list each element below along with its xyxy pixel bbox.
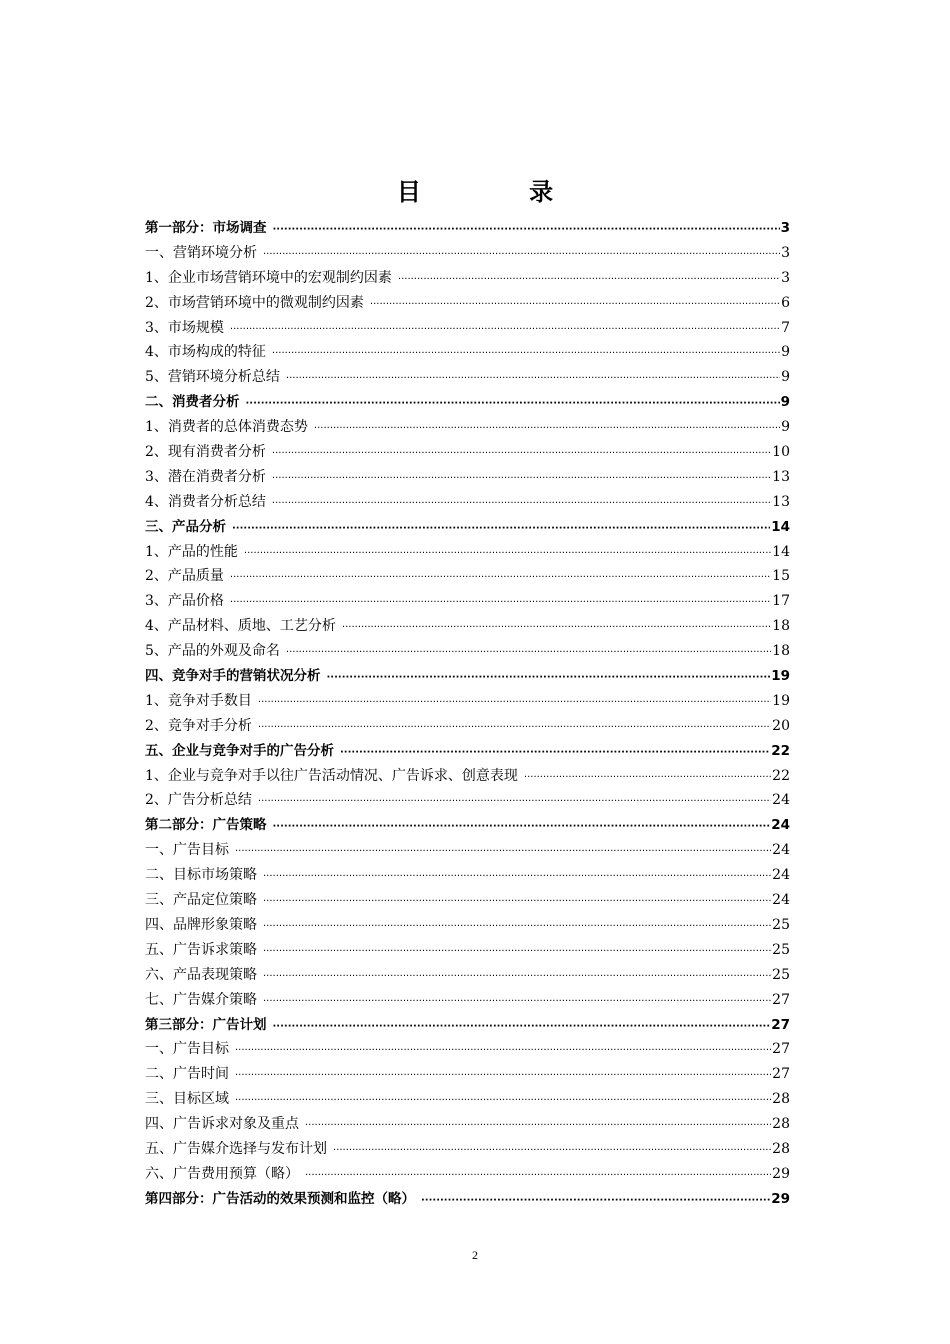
toc-subsection-entry[interactable] (145, 838, 790, 863)
toc-dot-leader (263, 915, 771, 938)
toc-entry-page-number: 25 (772, 941, 790, 958)
toc-subsection-entry[interactable] (145, 1062, 790, 1087)
toc-entry-page-number: 22 (772, 767, 790, 784)
toc-subsection-entry[interactable] (145, 340, 790, 365)
toc-subsection-entry[interactable] (145, 938, 790, 963)
toc-entry-label: 1、产品的性能 (145, 543, 238, 560)
toc-entry-page-number: 19 (772, 692, 790, 709)
toc-entry-page-number: 29 (771, 1190, 790, 1207)
toc-section-entry[interactable] (145, 739, 790, 764)
toc-subsection-entry[interactable] (145, 1137, 790, 1162)
toc-dot-leader (263, 990, 771, 1013)
toc-entry-page-number: 24 (772, 867, 790, 884)
toc-entry-label: 六、产品表现策略 (145, 966, 257, 983)
toc-entry-page-number: 24 (772, 842, 790, 859)
toc-entry-page-number: 24 (772, 892, 790, 909)
toc-entry-label: 三、产品定位策略 (145, 892, 257, 909)
toc-entry-page-number: 9 (780, 394, 790, 411)
toc-subsection-entry[interactable] (145, 1112, 790, 1137)
toc-entry-label: 四、广告诉求对象及重点 (145, 1116, 299, 1133)
toc-section-entry[interactable] (145, 664, 790, 689)
toc-section-entry[interactable] (145, 390, 790, 415)
toc-subsection-entry[interactable] (145, 316, 790, 341)
toc-entry-label: 五、广告媒介选择与发布计划 (145, 1140, 327, 1157)
toc-dot-leader (327, 666, 771, 689)
toc-subsection-entry[interactable] (145, 415, 790, 440)
toc-entry-label: 五、企业与竞争对手的广告分析 (145, 742, 334, 759)
toc-subsection-entry[interactable] (145, 888, 790, 913)
toc-subsection-entry[interactable] (145, 1037, 790, 1062)
toc-subsection-entry[interactable] (145, 614, 790, 639)
toc-entry-page-number: 6 (781, 294, 790, 311)
toc-subsection-entry[interactable] (145, 689, 790, 714)
toc-entry-page-number: 3 (781, 244, 790, 261)
toc-dot-leader (333, 1139, 771, 1162)
toc-entry-page-number: 3 (780, 220, 790, 236)
toc-entry-label: 五、广告诉求策略 (145, 941, 257, 958)
toc-entry-label: 二、消费者分析 (145, 394, 240, 411)
toc-subsection-entry[interactable] (145, 639, 790, 664)
toc-entry-label: 二、广告时间 (145, 1066, 229, 1083)
toc-dot-leader (230, 591, 771, 614)
toc-entry-label: 第四部分：广告活动的效果预测和监控（略） (145, 1190, 415, 1207)
toc-subsection-entry[interactable] (145, 266, 790, 291)
toc-dot-leader (232, 517, 770, 540)
toc-dot-leader (421, 1189, 770, 1212)
toc-entry-page-number: 27 (772, 991, 790, 1008)
toc-dot-leader (235, 840, 771, 863)
toc-dot-leader (263, 865, 771, 888)
toc-entry-page-number: 17 (772, 593, 790, 610)
toc-dot-leader (272, 492, 771, 515)
toc-entry-label: 1、企业市场营销环境中的宏观制约因素 (145, 269, 392, 286)
toc-dot-leader (235, 1064, 771, 1087)
toc-dot-leader (342, 616, 771, 639)
toc-entry-page-number: 24 (772, 792, 790, 809)
toc-entry-page-number: 9 (781, 419, 790, 436)
toc-subsection-entry[interactable] (145, 241, 790, 266)
toc-subsection-entry[interactable] (145, 540, 790, 565)
toc-dot-leader (263, 243, 780, 266)
toc-dot-leader (263, 965, 771, 988)
toc-entry-label: 4、产品材料、质地、工艺分析 (145, 618, 336, 635)
toc-entry-label: 2、现有消费者分析 (145, 444, 266, 461)
toc-subsection-entry[interactable] (145, 365, 790, 390)
toc-entry-page-number: 3 (781, 269, 790, 286)
toc-subsection-entry[interactable] (145, 913, 790, 938)
toc-section-entry[interactable] (145, 1013, 790, 1038)
toc-entry-label: 七、广告媒介策略 (145, 991, 257, 1008)
toc-subsection-entry[interactable] (145, 988, 790, 1013)
toc-entry-label: 二、目标市场策略 (145, 867, 257, 884)
toc-entry-label: 1、竞争对手数目 (145, 692, 252, 709)
toc-entry-label: 四、品牌形象策略 (145, 916, 257, 933)
toc-dot-leader (272, 442, 771, 465)
toc-dot-leader (244, 542, 771, 565)
toc-entry-page-number: 27 (772, 1066, 790, 1083)
page-number: 2 (472, 1248, 478, 1262)
toc-subsection-entry[interactable] (145, 788, 790, 813)
toc-dot-leader (314, 417, 780, 440)
toc-dot-leader (263, 890, 771, 913)
toc-dot-leader (263, 940, 771, 963)
toc-entry-page-number: 9 (781, 369, 790, 386)
toc-section-entry[interactable] (145, 515, 790, 540)
toc-entry-label: 四、竞争对手的营销状况分析 (145, 668, 321, 685)
toc-dot-leader (258, 790, 771, 813)
toc-entry-label: 2、市场营销环境中的微观制约因素 (145, 294, 364, 311)
toc-dot-leader (230, 566, 771, 589)
toc-subsection-entry[interactable] (145, 963, 790, 988)
toc-entry-page-number: 13 (772, 493, 790, 510)
toc-entry-page-number: 10 (772, 444, 790, 461)
toc-entry-label: 2、产品质量 (145, 568, 224, 585)
toc-entry-label: 5、营销环境分析总结 (145, 369, 280, 386)
toc-entry-label: 第一部分：市场调查 (145, 220, 267, 236)
toc-entry-label: 5、产品的外观及命名 (145, 643, 280, 660)
toc-section-entry[interactable] (145, 813, 790, 838)
toc-entry-page-number: 22 (771, 742, 790, 759)
toc-dot-leader (524, 766, 771, 789)
toc-entry-page-number: 25 (772, 966, 790, 983)
toc-entry-page-number: 18 (772, 618, 790, 635)
toc-subsection-entry[interactable] (145, 764, 790, 789)
toc-dot-leader (230, 318, 780, 341)
toc-entry-label: 一、广告目标 (145, 842, 229, 859)
toc-entry-label: 三、产品分析 (145, 518, 226, 535)
toc-dot-leader (370, 293, 780, 316)
table-of-contents (145, 216, 790, 1212)
toc-subsection-entry[interactable] (145, 1162, 790, 1187)
toc-entry-label: 六、广告费用预算（略） (145, 1165, 299, 1182)
toc-entry-label: 3、产品价格 (145, 593, 224, 610)
toc-dot-leader (258, 691, 771, 714)
toc-subsection-entry[interactable] (145, 863, 790, 888)
toc-entry-page-number: 14 (772, 543, 790, 560)
toc-dot-leader (305, 1114, 771, 1137)
toc-entry-label: 1、企业与竞争对手以往广告活动情况、广告诉求、创意表现 (145, 767, 518, 784)
toc-dot-leader (273, 815, 771, 838)
toc-dot-leader (273, 218, 780, 241)
toc-entry-page-number: 7 (781, 319, 790, 336)
toc-subsection-entry[interactable] (145, 714, 790, 739)
toc-entry-label: 三、目标区域 (145, 1091, 229, 1108)
toc-subsection-entry[interactable] (145, 440, 790, 465)
toc-section-entry[interactable] (145, 1187, 790, 1212)
toc-entry-page-number: 27 (771, 1016, 790, 1033)
toc-entry-page-number: 27 (772, 1041, 790, 1058)
toc-entry-label: 2、广告分析总结 (145, 792, 252, 809)
toc-entry-label: 一、广告目标 (145, 1041, 229, 1058)
toc-entry-page-number: 9 (781, 344, 790, 361)
toc-entry-page-number: 18 (772, 643, 790, 660)
toc-subsection-entry[interactable] (145, 589, 790, 614)
toc-subsection-entry[interactable] (145, 490, 790, 515)
toc-dot-leader (235, 1089, 771, 1112)
toc-subsection-entry[interactable] (145, 564, 790, 589)
toc-dot-leader (286, 367, 780, 390)
toc-entry-page-number: 14 (771, 518, 790, 535)
toc-dot-leader (305, 1164, 771, 1187)
toc-subsection-entry[interactable] (145, 291, 790, 316)
toc-dot-leader (235, 1039, 771, 1062)
toc-entry-page-number: 25 (772, 916, 790, 933)
toc-entry-label: 一、营销环境分析 (145, 244, 257, 261)
toc-entry-label: 第三部分：广告计划 (145, 1016, 267, 1033)
toc-entry-page-number: 28 (772, 1140, 790, 1157)
toc-entry-label: 3、潜在消费者分析 (145, 468, 266, 485)
toc-subsection-entry[interactable] (145, 465, 790, 490)
toc-entry-label: 4、市场构成的特征 (145, 344, 266, 361)
toc-dot-leader (258, 716, 771, 739)
toc-entry-page-number: 28 (772, 1091, 790, 1108)
toc-entry-page-number: 15 (772, 568, 790, 585)
toc-entry-page-number: 20 (772, 717, 790, 734)
toc-entry-page-number: 13 (772, 468, 790, 485)
toc-dot-leader (272, 467, 771, 490)
toc-subsection-entry[interactable] (145, 1087, 790, 1112)
toc-dot-leader (286, 641, 771, 664)
toc-section-entry[interactable] (145, 216, 790, 241)
toc-dot-leader (246, 392, 780, 415)
toc-entry-label: 2、竞争对手分析 (145, 717, 252, 734)
toc-dot-leader (272, 342, 780, 365)
toc-dot-leader (340, 741, 770, 764)
toc-dot-leader (273, 1015, 771, 1038)
toc-dot-leader (398, 268, 780, 291)
toc-entry-label: 3、市场规模 (145, 319, 224, 336)
toc-entry-page-number: 24 (771, 817, 790, 834)
toc-entry-page-number: 29 (772, 1165, 790, 1182)
toc-title: 目 录 (396, 178, 604, 206)
toc-entry-label: 第二部分：广告策略 (145, 817, 267, 834)
toc-entry-page-number: 19 (771, 668, 790, 685)
toc-entry-page-number: 28 (772, 1116, 790, 1133)
toc-entry-label: 4、消费者分析总结 (145, 493, 266, 510)
toc-entry-label: 1、消费者的总体消费态势 (145, 419, 308, 436)
